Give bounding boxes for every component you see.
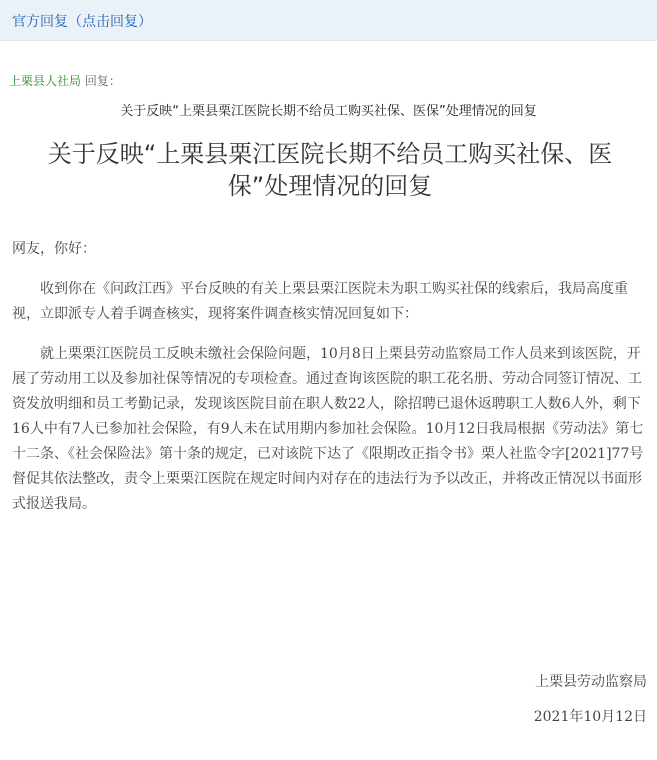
reply-org-link[interactable]: 上栗县人社局 (9, 74, 82, 88)
reply-source (9, 72, 121, 89)
reply-source-suffix: 回复： (84, 74, 121, 88)
official-reply-link[interactable]: 官方回复（点击回复） (12, 14, 152, 30)
greeting: 网友，你好： (12, 241, 96, 257)
paragraph-text: 收到你在《问政江西》平台反映的有关上栗县栗江医院未为职工购买社保的线索后，我局高度重视，立即派专人着手调查核实，现将案件调查核实情况回复如下： (12, 281, 628, 322)
paragraph-text: 就上栗栗江医院员工反映未缴社会保险问题，10月8日上栗县劳动监察局工作人员来到该医院，开展了劳动用工以及参加社保等情况的专项检查。通过查询该医院的职工花名册、劳动合同签订情况、工资发放明细和员工考勤记录，发现该医院目前在职人数22人，除招聘已退休返聘职工人数6人外，剩下16人中有7人已参加社会保险，有9人未在试用期内参加社会保险。10月12日我局根据《劳动法》第七十二条、《社会保险法》第十条的规定，已对该院下达了《限期改正指令书》栗人社监令字[2021]77号督促其依法整改，责令上栗栗江医院在规定时间内对存在的违法行为予以改正，并将改正情况以书面形式报送我局。 (12, 346, 644, 512)
header-bar (0, 0, 657, 41)
document-title: 关于反映“上栗县栗江医院长期不给员工购买社保、医保”处理情况的回复 (47, 140, 613, 200)
body-paragraph-2 (12, 342, 647, 517)
signature-org: 上栗县劳动监察局 (535, 674, 647, 690)
body-paragraph-1 (12, 277, 647, 327)
signature-date: 2021年10月12日 (533, 709, 647, 725)
reply-subject: 关于反映“上栗县栗江医院长期不给员工购买社保、医保”处理情况的回复 (120, 104, 537, 119)
